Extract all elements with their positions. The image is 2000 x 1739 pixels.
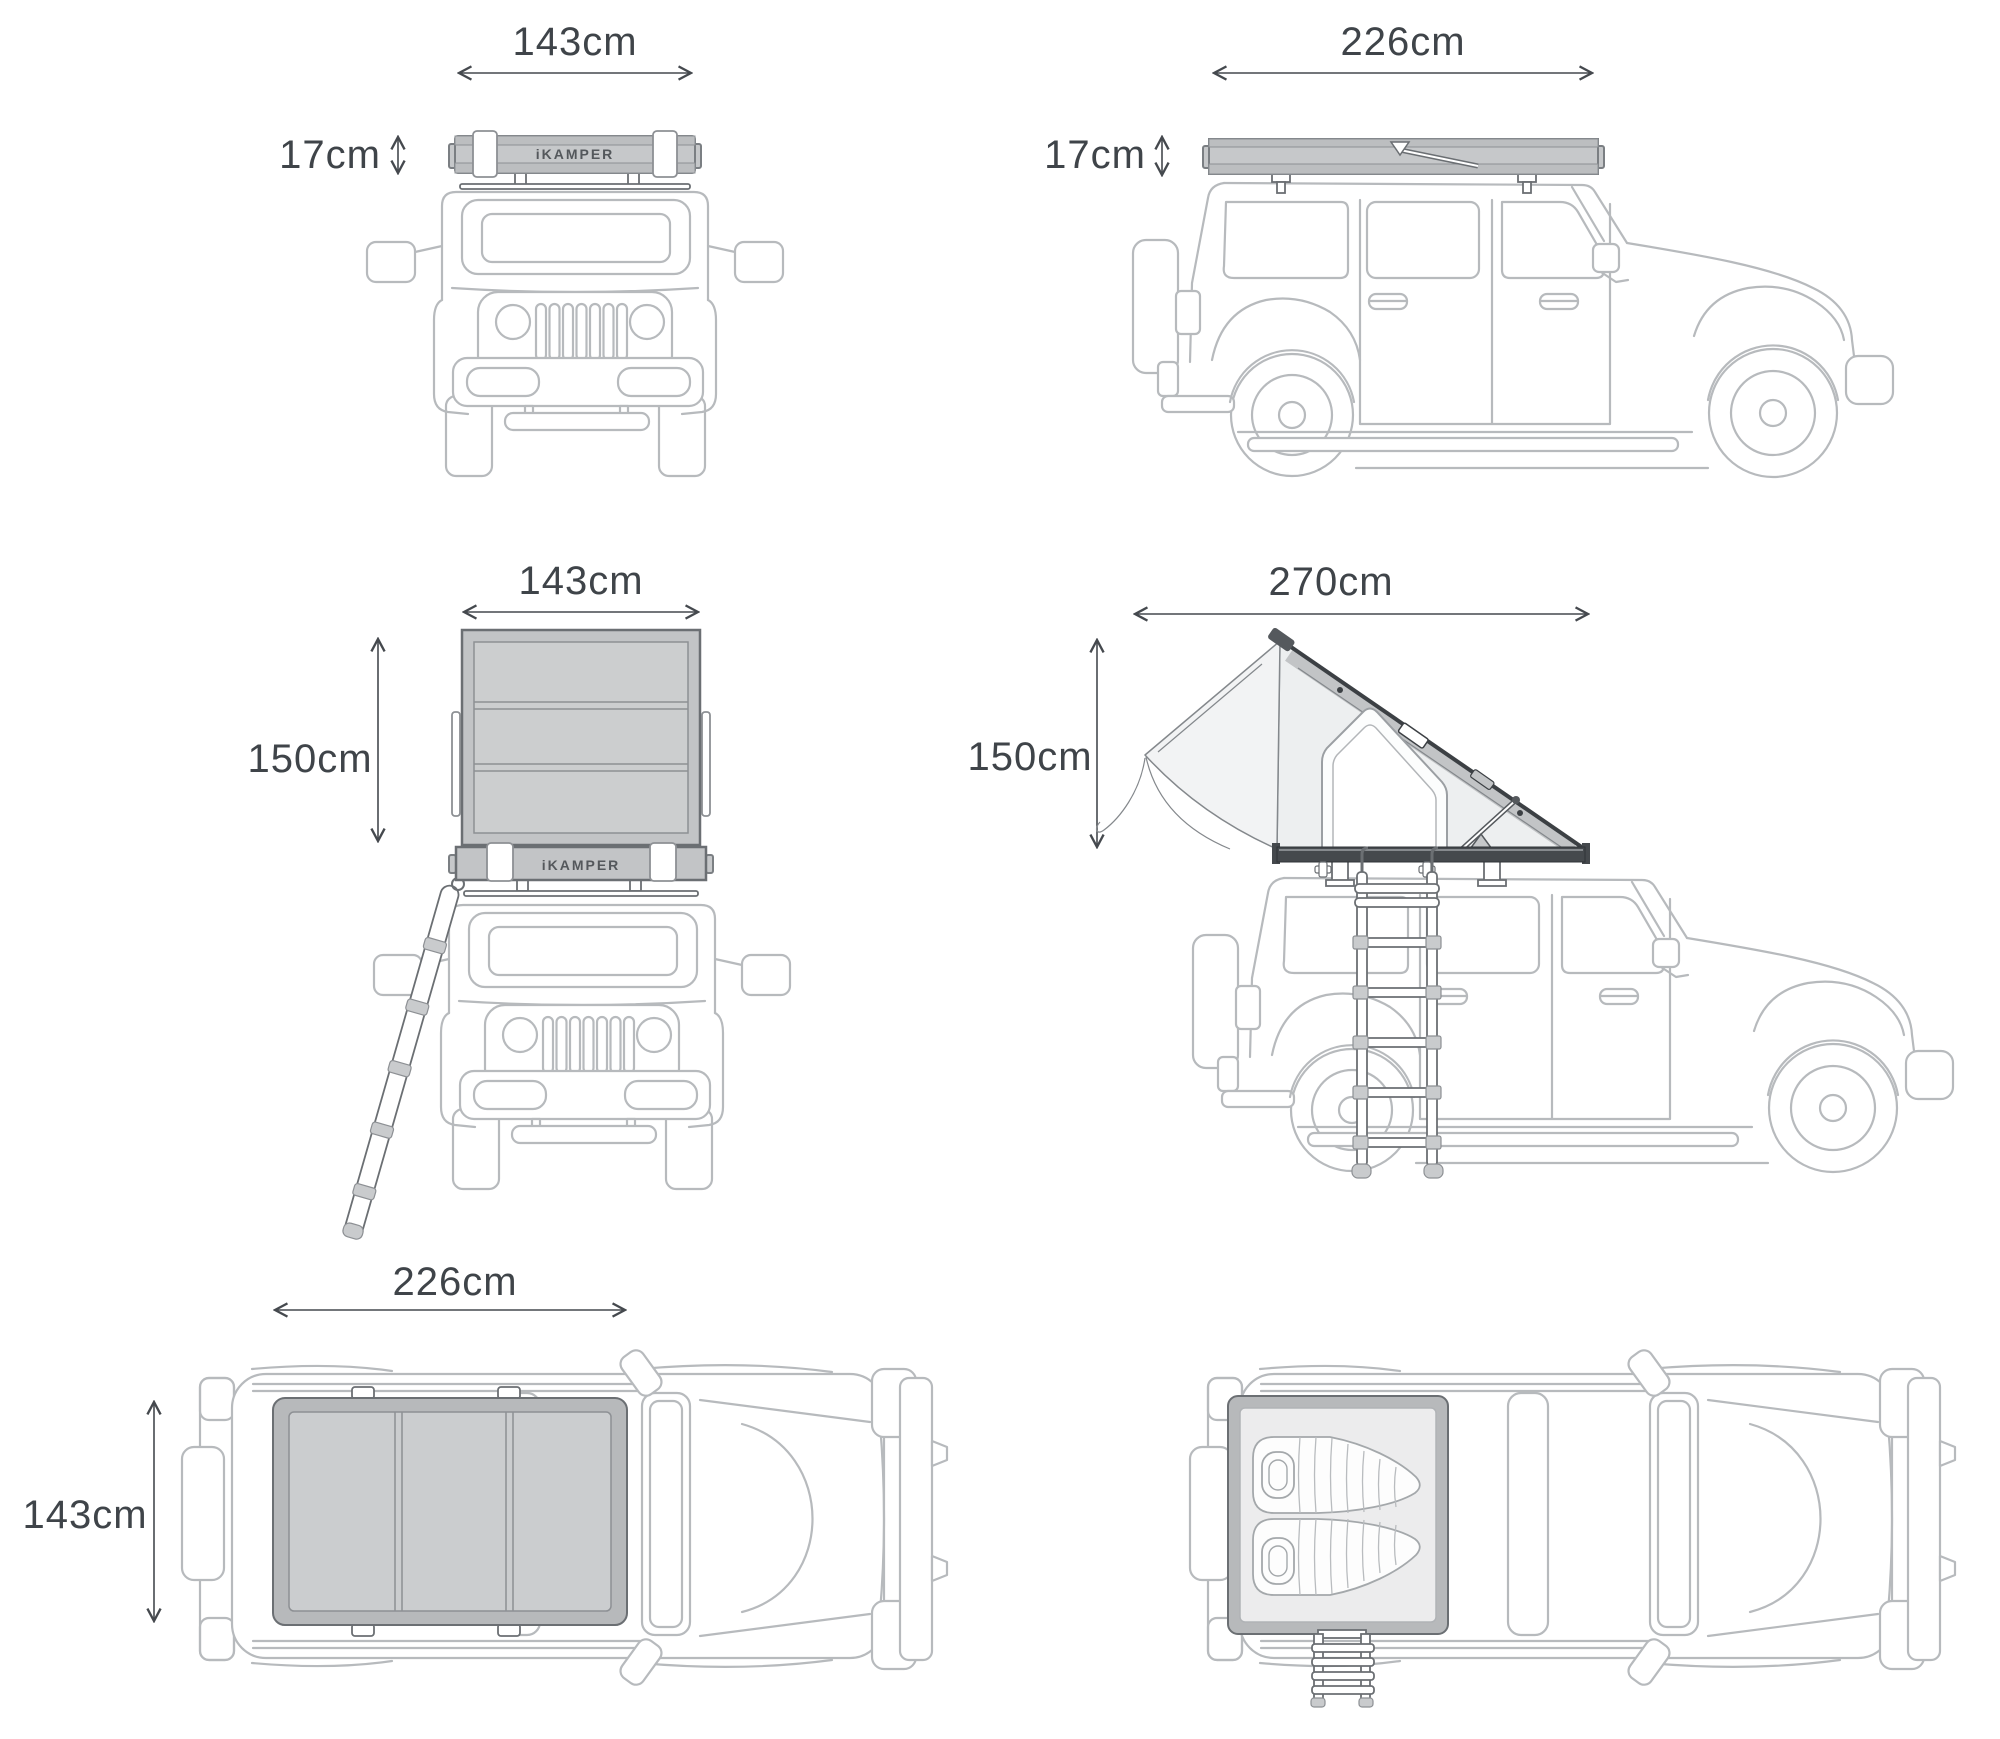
shell-bottom-strip <box>1209 164 1598 174</box>
ladder-foot <box>1311 1698 1325 1707</box>
width-label: 143cm <box>22 1493 148 1537</box>
ladder-foot-right <box>1424 1164 1443 1178</box>
view-front-open <box>247 559 790 1241</box>
ladder-foot <box>1359 1698 1373 1707</box>
roof-rack-bar <box>464 891 698 896</box>
ladder-rail-left <box>1357 872 1367 1166</box>
view-top-open <box>1190 1347 1955 1707</box>
jeep-front-closed <box>367 192 783 476</box>
awning-fabric <box>1145 641 1280 849</box>
side-strut-left <box>452 712 460 816</box>
tent-shell-top-inner <box>289 1412 611 1611</box>
strut-mount <box>1512 796 1520 804</box>
tent-closed-top <box>273 1387 627 1636</box>
height-label: 150cm <box>247 737 373 781</box>
height-label: 17cm <box>1044 133 1146 177</box>
width-label: 143cm <box>518 559 644 603</box>
view-top-closed <box>22 1260 947 1688</box>
side-strut-right <box>702 712 710 816</box>
length-label: 270cm <box>1268 560 1394 604</box>
roof-bolt <box>1337 687 1343 693</box>
ladder-front-view <box>341 883 463 1241</box>
strap-bracket-right <box>650 843 676 881</box>
view-front-closed <box>279 20 783 476</box>
tent-closed-front <box>449 131 701 189</box>
tent-panel-inner <box>474 642 688 833</box>
roof-rack-bar <box>460 184 690 189</box>
length-label: 226cm <box>392 1260 518 1304</box>
tent-open-wedge <box>1097 627 1590 886</box>
ikamper-logo: iKAMPER <box>535 146 615 162</box>
height-label: 150cm <box>967 735 1093 779</box>
awning-rope <box>1097 758 1145 832</box>
strap-bracket-left <box>473 131 497 177</box>
height-label: 17cm <box>279 133 381 177</box>
ladder-foot-left <box>1352 1164 1371 1178</box>
width-label: 143cm <box>512 20 638 64</box>
clamp-knob <box>1315 862 1331 877</box>
tent-open-top <box>1228 1396 1448 1634</box>
view-side-closed <box>1044 20 1893 477</box>
strap-bracket-left <box>487 843 513 881</box>
ikamper-logo: iKAMPER <box>541 857 621 873</box>
length-label: 226cm <box>1340 20 1466 64</box>
rack-tower-front <box>1518 174 1536 193</box>
roof-bolt <box>1517 810 1523 816</box>
ladder-rail-right <box>1427 872 1437 1166</box>
ladder-top-plate <box>1318 1630 1366 1638</box>
strap-bracket-right <box>653 131 677 177</box>
jeep-side-open <box>1193 878 1953 1172</box>
tent-open-front <box>449 630 713 896</box>
view-side-open <box>967 560 1953 1178</box>
jeep-side-closed <box>1133 183 1893 477</box>
